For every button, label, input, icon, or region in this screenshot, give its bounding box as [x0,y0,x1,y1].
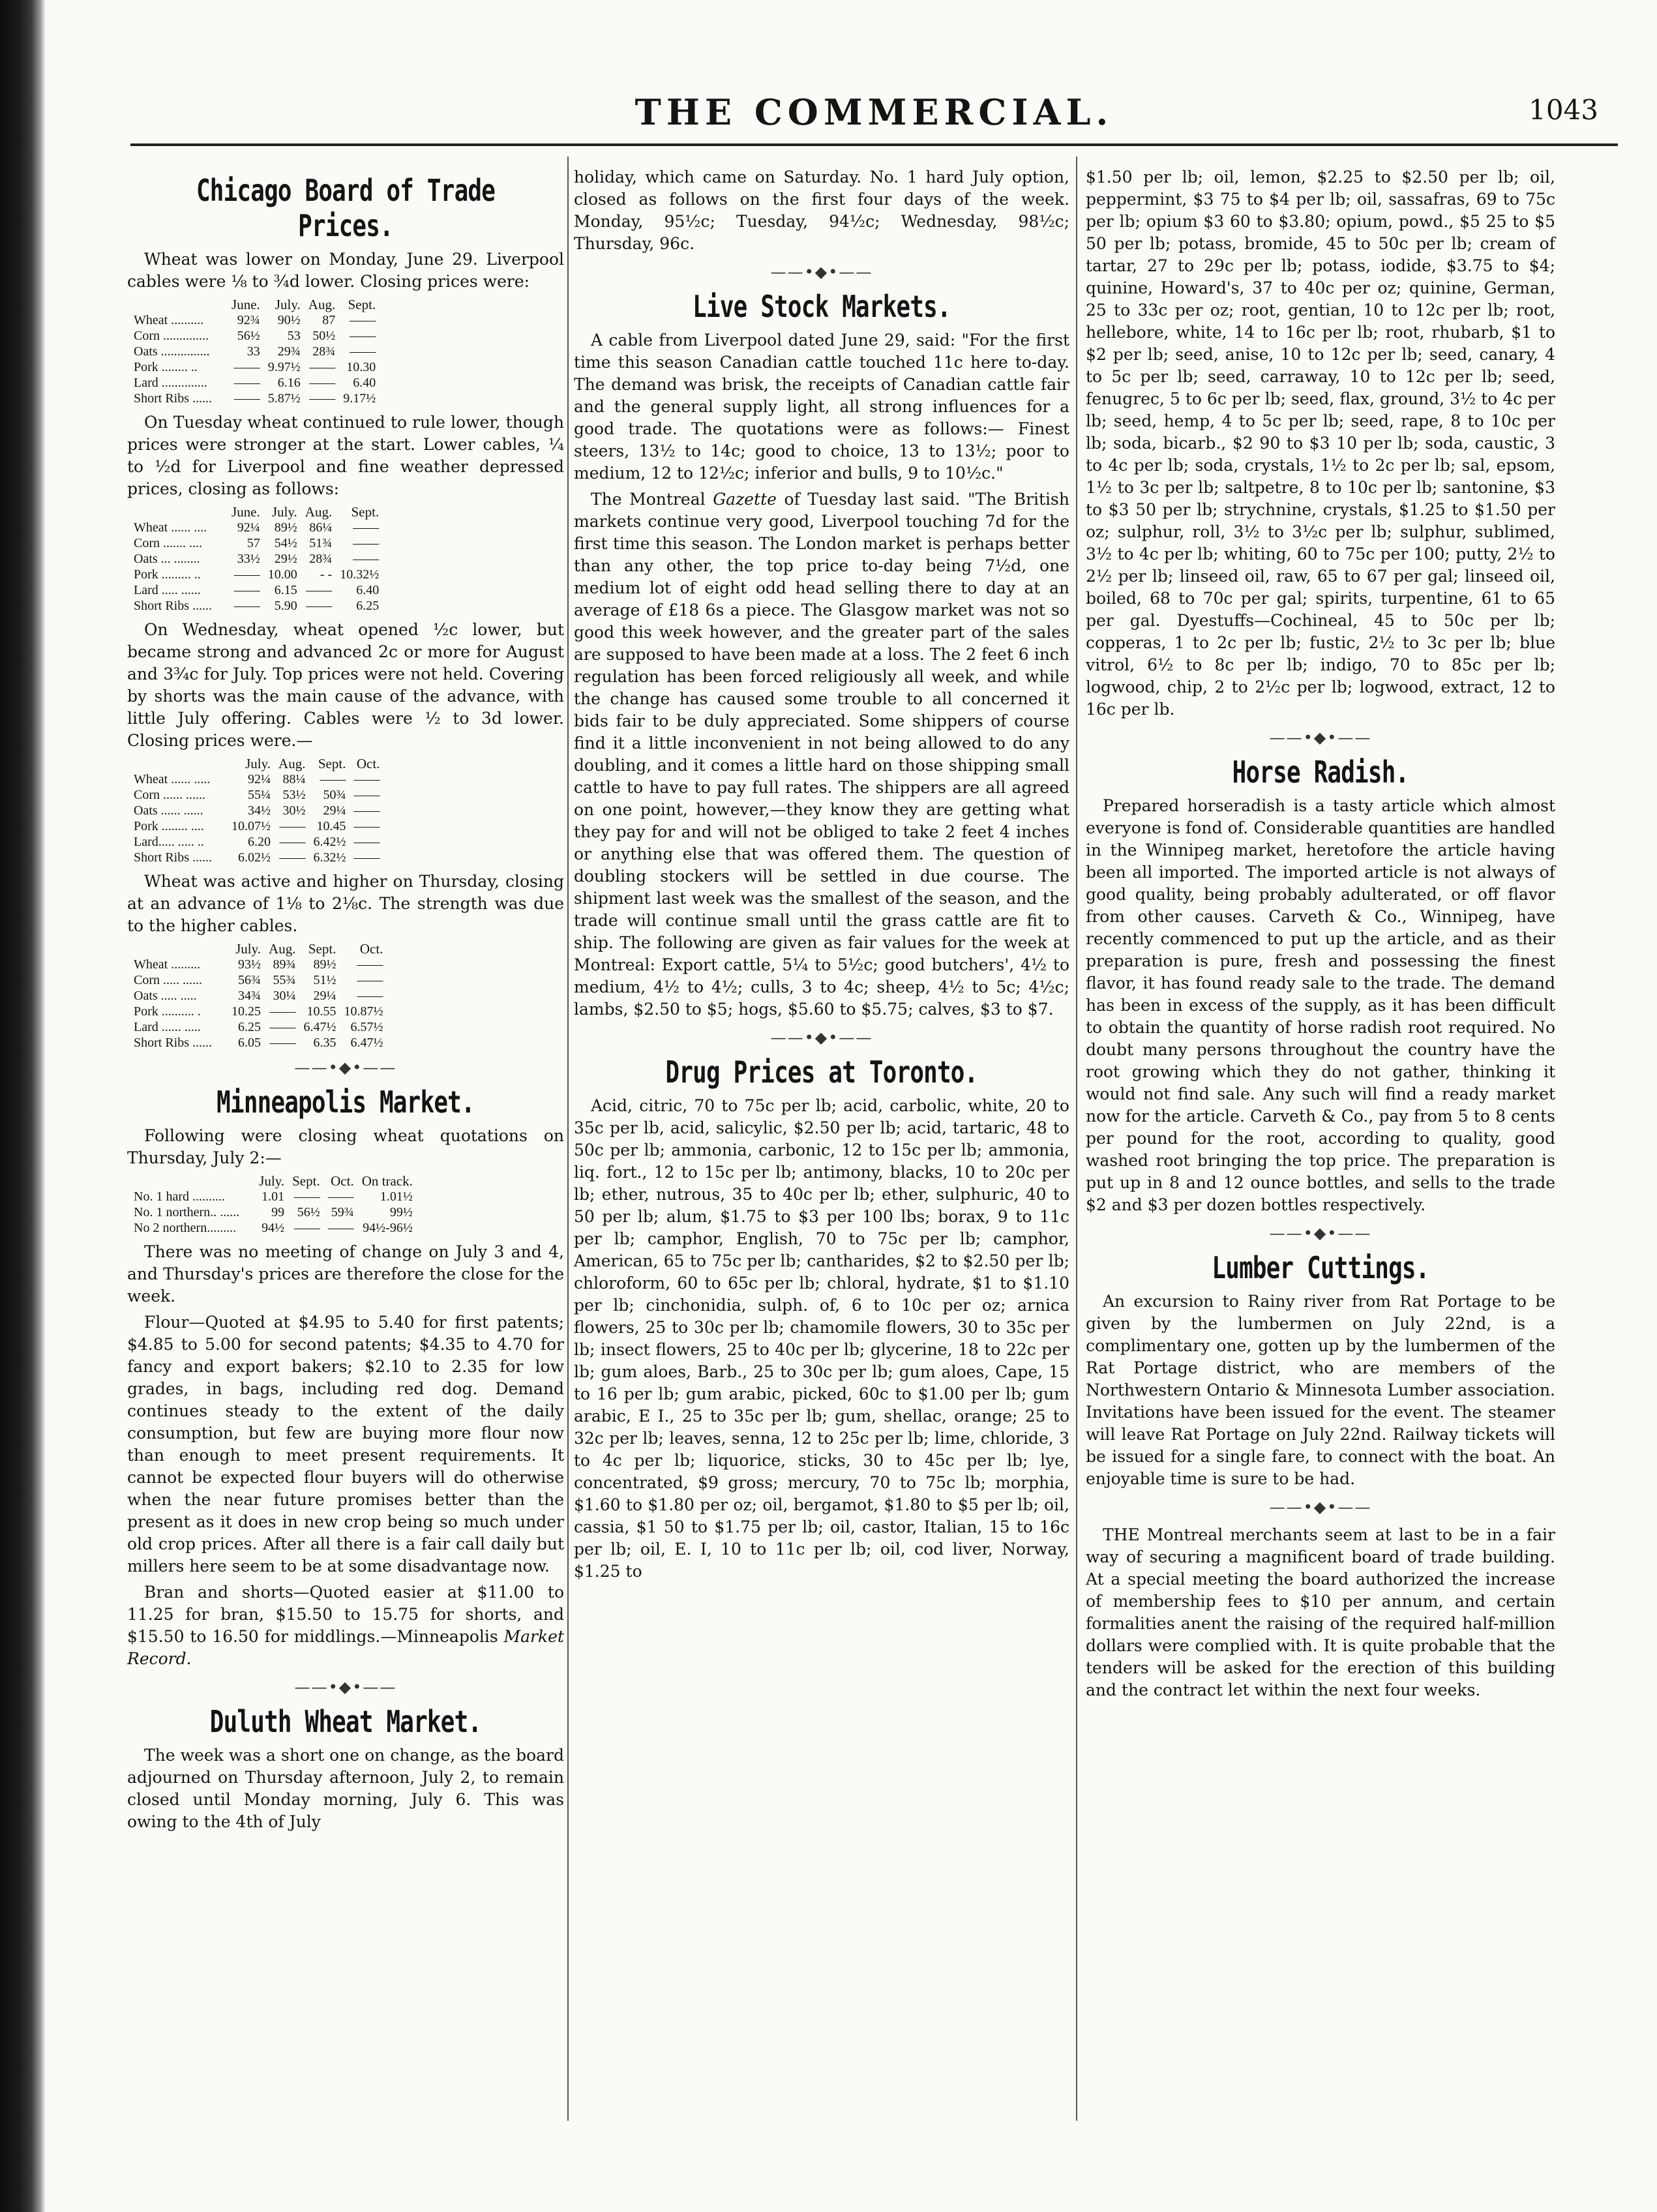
table-row: Oats ... ........ 33½ 29½ 28¾ —— [134,552,380,566]
chicago-table-2: June. July. Aug. Sept. Wheat ...... .... 92¼ 89½ 86¼ —— Corn ....... .... 57 54½ 51¾ —— Oats ... ........ 33½ 29½ 28¾ —— Pork ......... .. —— 10.00 - - 10.32½ Lard ..... ...... —— 6.15 —— 6.40 Short Ribs ...... —— 5.90 —— 6.25 [134,504,387,614]
table-row: Pork ......... .. —— 10.00 - - 10.32½ [134,567,380,582]
duluth-paragraph: The week was a short one on change, as the board adjourned on Thursday afternoon, July 2, to remain closed until Monday morning, July 6. This was owing to the 4th of July [127,1746,564,1831]
table-row: Lard..... ..... .. 6.20 —— 6.42½ —— [134,835,380,849]
chicago-table-1: June. July. Aug. Sept. Wheat .......... 92¾ 90½ 87 —— Corn .............. 56½ 53 50½ —— Oats ............... 33 29¾ 28¾ —— Pork ........ .. —— 9.97½ —— 10.30 Lard .............. —— 6.16 —— 6.40 Short Ribs ...... —— 5.87½ —— 9.17½ [134,297,383,406]
chicago-paragraph: On Tuesday wheat continued to rule lower, though prices were stronger at the start. Lower cables, ¼ to ½d for Liverpool and fine weather depressed prices, closing as follows: [127,413,564,498]
table-row: No 2 northern......... 94½ —— —— 94½-96½ [134,1221,413,1235]
section-separator: ——•◆•—— [294,1058,397,1077]
horse-radish-paragraph: Prepared horseradish is a tasty article which almost everyone is fond of. Considerable quantities are handled in the Winnipeg market, heretofore the article having been all imported. The imported article is not always of good quality, being probably adulterated, or off flavor from other causes. Carveth & Co., Winnipeg, have recently commenced to put up the article, and as their preparation is pure, fresh and possessing the finest flavor, it has found ready sale to the trade. The demand has been in excess of the supply, as it has been difficult to obtain the quantity of horse radish root required. No doubt many persons throughout the country have the root growing which they do not gather, thinking it would not find sale. Any such will find a ready market now for the article. Carveth & Co., pay from 5 to 8 cents per pound for the root, according to quality, good washed root bringing the top price. The preparation is put up in 8 and 12 ounce bottles, and sells to the trade $2 and $3 per dozen bottles respectively. [1086,796,1555,1214]
table-row: Short Ribs ...... —— 5.87½ —— 9.17½ [134,391,376,406]
chicago-paragraph: Wheat was lower on Monday, June 29. Liverpool cables were ⅛ to ¾d lower. Closing prices were: [127,250,564,291]
column-rule-1 [567,157,569,2121]
section-title-livestock: Live Stock Markets. [693,289,951,324]
table-row: Oats ............... 33 29¾ 28¾ —— [134,344,376,359]
chicago-table-4: July. Aug. Sept. Oct. Wheat ......... 93½ 89¾ 89½ —— Corn ..... ...... 56¾ 55¾ 51½ —— Oats ..... ..... 34¾ 30¼ 29¼ —— Pork .......... . 10.25 —— 10.55 10.87½ Lard ...... ..... 6.25 —— 6.47½ 6.57½ Short Ribs ...... 6.05 —— 6.35 6.47½ [134,941,391,1051]
drug-paragraph-continued: $1.50 per lb; oil, lemon, $2.25 to $2.50 per lb; oil, peppermint, $3 75 to $4 per lb; oil, sassafras, 69 to 75c per lb; opium $3 60 to $3.80; opium, powd., $5 25 to $5 50 per lb; potass, bromide, 45 to 50c per lb; cream of tartar, 27 to 29c per lb; potass, iodide, $3.75 to $4; quinine, Howard's, 37 to 40c per oz; quinine, German, 25 to 33c per oz; root, gentian, 10 to 12c per lb; root, hellebore, white, 14 to 16c per lb; root, rhubarb, $1 to $2 per lb; seed, anise, 10 to 12c per lb; seed, canary, 4 to 5c per lb; seed, carraway, 10 to 12c per lb; seed, fenugrec, 5 to 6c per lb; seed, flax, ground, 3½ to 4c per lb; seed, hemp, 4 to 5c per lb; seed, rape, 8 to 10c per lb; soda, bicarb., $2 90 to $3 10 per lb; soda, caustic, 3 to 4c per lb; soda, crystals, 1½ to 2c per lb; sal, epsom, 1½ to 3c per lb; saltpetre, 8 to 10c per lb; santonine, $3 to $3 50 per lb; strychnine, crystals, $1.25 to $1.50 per oz; sulphur, roll, 3½ to 3½c per lb; sulphur, sublimed, 3½ to 4c per lb; whiting, 60 to 75c per 100; putty, 2½ to 2½ per lb; linseed oil, raw, 65 to 67 per gal; linseed oil, boiled, 68 to 70c per gal; spirits, turpentine, 61 to 65 per gal. Dyestuffs—Cochineal, 45 to 50c per lb; copperas, 1 to 2c per lb; fustic, 2½ to 3c per lb; blue vitrol, 6½ to 8c per lb; indigo, 70 to 85c per lb; logwood, chip, 2 to 2½c per lb; logwood, extract, 12 to 16c per lb. [1086,168,1555,719]
lumber-paragraph: THE Montreal merchants seem at last to be in a fair way of securing a magnificent board of trade building. At a special meeting the board authorized the increase of membership fees to $10 per annum, and certain formalities anent the raising of the required half-million dollars were complied with. It is quite probable that the tenders will be asked for the erection of this building and the contract let within the next four weeks. [1086,1525,1555,1699]
running-title: THE COMMERCIAL. [634,91,1114,133]
minneapolis-paragraph: Following were closing wheat quotations on Thursday, July 2:— [127,1126,564,1167]
section-separator: ——•◆•—— [294,1678,397,1696]
table-row: Lard ...... ..... 6.25 —— 6.47½ 6.57½ [134,1020,383,1034]
table-row: Wheat .......... 92¾ 90½ 87 —— [134,313,376,327]
table-row: No. 1 hard .......... 1.01 —— —— 1.01½ [134,1189,413,1204]
minneapolis-table: July. Sept. Oct. On track. No. 1 hard .......... 1.01 —— —— 1.01½ No. 1 northern.. ...... 99 56½ 59¾ 99½ No 2 northern......... 94½ —— —— 94½-96½ [134,1173,421,1236]
table-row: Wheat ......... 93½ 89¾ 89½ —— [134,957,383,972]
table-row: Lard .............. —— 6.16 —— 6.40 [134,376,376,390]
table-row: Short Ribs ...... 6.05 —— 6.35 6.47½ [134,1036,383,1050]
chicago-paragraph: Wheat was active and higher on Thursday, closing at an advance of 1⅛ to 2⅛c. The strength was due to the higher cables. [127,872,564,935]
section-separator: ——•◆•—— [1269,1498,1372,1516]
table-row: Pork ........ .... 10.07½ —— 10.45 —— [134,819,380,833]
table-row: Wheat ...... .... 92¼ 89½ 86¼ —— [134,520,380,535]
table-row: Corn ....... .... 57 54½ 51¾ —— [134,536,380,550]
table-row: Oats ...... ...... 34½ 30½ 29¼ —— [134,803,380,818]
page-number: 1043 [1529,94,1598,126]
table-row: Short Ribs ...... —— 5.90 —— 6.25 [134,599,380,613]
table-row: Oats ..... ..... 34¾ 30¼ 29¼ —— [134,989,383,1003]
table-row: Corn ..... ...... 56¾ 55¾ 51½ —— [134,973,383,987]
column-1 [127,166,564,1837]
table-row: Corn ...... ...... 55¼ 53½ 50¾ —— [134,788,380,802]
drug-paragraph: Acid, citric, 70 to 75c per lb; acid, carbolic, white, 20 to 35c per lb, acid, salicylic, $2.50 per lb; acid, tartaric, 48 to 50c per lb; ammonia, carbonic, 12 to 15c per lb; ammonia, liq. fort., 12 to 15c per lb; antimony, blacks, 10 to 20c per lb; ether, nutrous, 35 to 40c per lb; ether, sulphuric, 40 to 50 per lb; alum, $1.75 to $3 per 100 lbs; borax, 9 to 11c per lb; camphor, English, 70 to 75c per lb; camphor, American, 65 to 75c per lb; cantharides, $2 to $2.50 per lb; chloroform, 60 to 65c per lb; chloral, hydrate, $1 to $1.10 per lb; cinchonidia, sulph. of, 6 to 10c per oz; arnica flowers, 25 to 30c per lb; chamomile flowers, 30 to 35c per lb; insect flowers, 25 to 40c per lb; glycerine, 18 to 22c per lb; gum aloes, Barb., 25 to 30c per lb; gum aloes, Cape, 15 to 16 per lb; gum arabic, picked, 60c to $1.00 per lb; gum arabic, E I., 25 to 35c per lb; gum, shellac, orange; 25 to 32c per lb; leaves, senna, 12 to 25c per lb; lime, chloride, 3 to 4c per lb; liquorice, sticks, 30 to 45c per lb; lye, concentrated, $9 gross; mercury, 70 to 75c lb; morphia, $1.60 to $1.80 per oz; oil, bergamot, $1.80 to $5 per lb; oil, cassia, $1 50 to $1.75 per lb; oil, castor, Italian, 15 to 16c per lb; oil, E. I, 10 to 11c per lb; oil, cod liver, Norway, $1.25 to [574,1096,1069,1581]
livestock-paragraph: The Montreal Gazette of Tuesday last said. "The British markets continue very good, Liverpool touching 7d for the first time this season. The London market is perhaps better than any other, the top price to-day being 7½d, one medium lot of eight odd head selling there to day at an average of £18 6s a piece. The Glasgow market was not so good this week however, and the greater part of the sales are supposed to have been made at a loss. The 2 feet 6 inch regulation has been forced religiously all week, and while the change has caused some trouble to all concerned it bids fair to be duly appreciated. Some shippers of course find it a little inconvenient in not being allowed to do any doubling, and it comes a little hard on those shipping small cattle to have to pay full rates. The shippers are all agreed on one point, however,—they know they are getting what they pay for and will not be obliged to take 2 feet 4 inches or anything else that was offered them. The question of doubling stockers will be settled in due course. The shipment last week was the smallest of the season, and the trade will continue small until the grass cattle are fit to ship. The following are given as fair values for the week at Montreal: Export cattle, 5¼ to 5½c; good butchers', 4½ to medium, 4½ to 4½; culls, 3 to 4c; sheep, 4½ to 5c; 4½c; lambs, $2.50 to $5; hogs, $5.60 to $5.75; calves, $3 to $7. [574,490,1069,1019]
section-title-lumber: Lumber Cuttings. [1212,1250,1429,1285]
lumber-paragraph: An excursion to Rainy river from Rat Portage to be given by the lumbermen on July 22nd, is a complimentary one, gotten up by the lumbermen of the Rat Portage district, who are members of the Northwestern Ontario & Minnesota Lumber association. Invitations have been issued for the event. The steamer will leave Rat Portage on July 22nd. Railway tickets will be issued for a single fare, to connect with the boat. An enjoyable time is sure to be had. [1086,1292,1555,1488]
table-row: No. 1 northern.. ...... 99 56½ 59¾ 99½ [134,1205,413,1219]
page-header [130,91,1618,137]
section-title-horse-radish: Horse Radish. [1232,755,1409,790]
column-3 [1086,166,1555,1705]
column-rule-2 [1076,157,1077,2121]
header-rule [130,143,1618,146]
chicago-table-3: July. Aug. Sept. Oct. Wheat ...... ..... 92¼ 88¼ —— —— Corn ...... ...... 55¼ 53½ 50¾ —— Oats ...... ...... 34½ 30½ 29¼ —— Pork ........ .... 10.07½ —— 10.45 —— Lard..... ..... .. 6.20 —— 6.42½ —— Short Ribs ...... 6.02½ —— 6.32½ —— [134,756,387,865]
section-separator: ——•◆•—— [1269,728,1372,747]
table-row: Short Ribs ...... 6.02½ —— 6.32½ —— [134,850,380,865]
section-title-drug: Drug Prices at Toronto. [665,1054,978,1090]
duluth-paragraph-continued: holiday, which came on Saturday. No. 1 hard July option, closed as follows on the first four days of the week. Monday, 95½c; Tuesday, 94½c; Wednesday, 98½c; Thursday, 96c. [574,168,1069,253]
section-separator: ——•◆•—— [770,1028,873,1047]
column-2 [574,166,1069,1587]
section-separator: ——•◆•—— [770,263,873,281]
page-binding-edge [0,0,46,2212]
livestock-paragraph: A cable from Liverpool dated June 29, said: "For the first time this season Canadian cattle touched 11c here to-day. The demand was brisk, the receipts of Canadian cattle fair and the general supply light, all strong influences for a good trade. The quotations were as follows:— Finest steers, 13½ to 14c; good to choice, 13 to 13½; poor to medium, 12 to 12½c; inferior and bulls, 9 to 10½c." [574,331,1069,483]
minneapolis-paragraph: There was no meeting of change on July 3 and 4, and Thursday's prices are therefore the close for the week. [127,1242,564,1306]
table-row: Pork .......... . 10.25 —— 10.55 10.87½ [134,1004,383,1019]
table-row: Corn .............. 56½ 53 50½ —— [134,329,376,343]
table-row: Wheat ...... ..... 92¼ 88¼ —— —— [134,772,380,786]
section-title-minneapolis: Minneapolis Market. [216,1084,475,1120]
table-row: Pork ........ .. —— 9.97½ —— 10.30 [134,360,376,374]
minneapolis-paragraph: Bran and shorts—Quoted easier at $11.00 to 11.25 for bran, $15.50 to 15.75 for shorts, and $15.50 to 16.50 for middlings.—Minneapolis Market Record. [127,1583,564,1668]
section-title-chicago: Chicago Board of Trade Prices. [196,173,496,243]
table-row: Lard ..... ...... —— 6.15 —— 6.40 [134,583,380,597]
minneapolis-paragraph: Flour—Quoted at $4.95 to 5.40 for first patents; $4.85 to 5.00 for second patents; $4.35 to 4.70 for fancy and export bakers; $2.10 to 2.35 for low grades, in bags, including red dog. Demand continues steady to the extent of the daily consumption, but few are buying more flour now than enough to meet present requirements. It cannot be expected flour buyers will do otherwise when the near future promises better than the present as it does in new crop being so much under old crop prices. After all there is a fair call daily but millers here seem to be at some disadvantage now. [127,1313,564,1576]
section-title-duluth: Duluth Wheat Market. [209,1704,482,1739]
section-separator: ——•◆•—— [1269,1224,1372,1242]
chicago-paragraph: On Wednesday, wheat opened ½c lower, but became strong and advanced 2c or more for August and 3¾c for July. Top prices were not held. Covering by shorts was the main cause of the advance, with little July offering. Cables were ½ to 3d lower. Closing prices were.— [127,620,564,750]
source-citation: Market Record. [127,1627,564,1668]
